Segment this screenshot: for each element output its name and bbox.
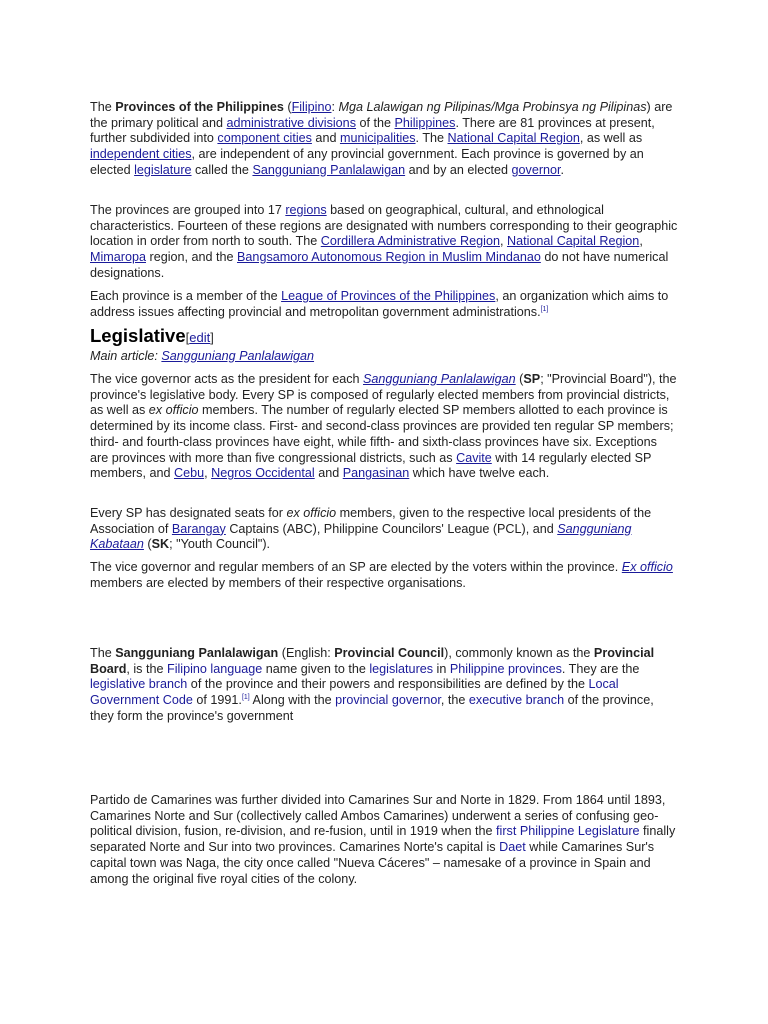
link-governor[interactable]: governor <box>511 162 561 177</box>
main-article-note <box>90 349 678 365</box>
link-bangsamoro[interactable]: Bangsamoro Autonomous Region in Muslim Mindanao <box>237 250 541 265</box>
text: do not have numerical designations. <box>90 250 669 280</box>
section-heading <box>90 325 214 346</box>
text: ) are the primary political and <box>90 100 673 130</box>
bold-term: Provincial Council <box>334 646 445 660</box>
bracket: [ <box>185 330 190 345</box>
italic-text: Mga Lalawigan ng Pilipinas/Mga Probinsya ng Pilipinas <box>338 100 647 114</box>
link-league-of-provinces[interactable]: League of Provinces of the Philippines <box>281 289 496 303</box>
text: ( <box>143 537 152 552</box>
link-cebu[interactable]: Cebu <box>174 466 205 481</box>
text: finally separated Norte and Sur into two provinces. Camarines Norte's capital is <box>90 824 676 855</box>
link-sangguniang-panlalawigan[interactable]: Sangguniang Panlalawigan <box>363 372 516 386</box>
link-first-philippine-legislature[interactable]: first Philippine Legislature <box>496 824 640 839</box>
link-independent-cities[interactable]: independent cities <box>90 147 192 162</box>
text: The vice governor acts as the president for each <box>90 372 364 386</box>
link-component-cities[interactable]: component cities <box>217 131 312 146</box>
link-legislative-branch[interactable]: legislative branch <box>90 677 188 692</box>
bold-term: Provincial Board <box>90 646 655 676</box>
link-negros-occidental[interactable]: Negros Occidental <box>211 466 315 481</box>
text: . The <box>415 131 448 146</box>
text: The <box>90 100 116 114</box>
citation-link[interactable]: [1] <box>241 693 250 701</box>
text: members are elected by members of their respective organisations. <box>90 575 466 590</box>
text: ( <box>283 100 292 114</box>
text: . They are the <box>561 661 640 676</box>
link-philippines[interactable]: Philippines <box>394 115 456 130</box>
link-filipino[interactable]: Filipino <box>291 100 332 114</box>
text: ; "Provincial Board"), the province's legislative body. Every SP is composed of regularly elected members from provincial districts, as well as <box>90 372 677 418</box>
main-article-label: Main article: <box>90 349 162 363</box>
ex-officio-paragraph <box>90 506 678 553</box>
league-paragraph <box>90 289 678 320</box>
text: members. The number of regularly elected SP members allotted to each province is determined by its income class. First- and second-class provinces are provided ten regular SP members; third- and fourth-class provinces have eight, while fifth- and sixth-class provinces have six. Exceptions are provinces with more than five congressional districts, such as <box>90 403 674 465</box>
text: while Camarines Sur's capital town was Naga, the city once called "Nueva Cáceres" – namesake of a province in Spain and among the original five royal cities of the colony. <box>90 840 655 886</box>
edit-section <box>186 330 214 345</box>
link-mimaropa[interactable]: Mimaropa <box>90 250 146 265</box>
text: Captains (ABC), Philippine Councilors' League (PCL), and <box>225 521 558 536</box>
vice-governor-paragraph <box>90 372 678 482</box>
text: with 14 regularly elected SP members, and <box>90 450 652 481</box>
text: : <box>331 100 339 114</box>
italic-text: ex officio <box>286 506 337 520</box>
link-philippine-provinces[interactable]: Philippine provinces <box>449 661 562 676</box>
text: of the <box>356 115 395 130</box>
link-cordillera-administrative-region[interactable]: Cordillera Administrative Region <box>320 234 500 249</box>
text: , <box>639 234 643 249</box>
link-barangay[interactable]: Barangay <box>171 521 226 536</box>
link-legislature[interactable]: legislature <box>134 162 192 177</box>
text: , is the <box>126 661 167 676</box>
link-daet[interactable]: Daet <box>499 840 526 855</box>
link-legislatures[interactable]: legislatures <box>369 661 434 676</box>
text: The provinces are grouped into 17 <box>90 203 286 217</box>
link-executive-branch[interactable]: executive branch <box>468 693 565 708</box>
link-sangguniang-panlalawigan[interactable]: Sangguniang Panlalawigan <box>252 162 406 177</box>
text: of 1991. <box>192 693 242 708</box>
regions-paragraph <box>90 203 678 282</box>
bold-term: Provinces of the Philippines <box>115 100 284 114</box>
text: Every SP has designated seats for <box>90 506 287 520</box>
text: and by an elected <box>405 162 512 177</box>
text: and <box>311 131 340 146</box>
text: ( <box>515 372 524 386</box>
link-local-government-code[interactable]: Local Government Code <box>90 677 619 708</box>
text: of the province and their powers and responsibilities are defined by the <box>187 677 589 692</box>
link-national-capital-region[interactable]: National Capital Region <box>506 234 640 249</box>
text: region, and the <box>146 250 238 265</box>
election-paragraph <box>90 560 678 591</box>
text: called the <box>191 162 253 177</box>
link-cavite[interactable]: Cavite <box>456 450 492 465</box>
text: based on geographical, cultural, and ethnological characteristics. Fourteen of these regions are designated with numbers corresponding to their geographic location in order from north to south. The <box>90 203 678 249</box>
bold-term: Sangguniang Panlalawigan <box>115 646 279 660</box>
text: , <box>204 466 212 481</box>
text: Partido de Camarines was further divided into Camarines Sur and Norte in 1829. From 1864 until 1893, Camarines Norte and Sur (collectively called Ambos Camarines) underwent a series of confusing geo-political division, fusion, re-division, and re-fusion, until in 1919 when the <box>90 793 666 839</box>
text: Each province is a member of the <box>90 289 282 303</box>
link-filipino-language[interactable]: Filipino language <box>167 661 263 676</box>
text: , the <box>440 693 469 708</box>
text: (English: <box>278 646 335 660</box>
text: name given to the <box>262 661 370 676</box>
provincial-board-paragraph <box>90 646 678 725</box>
link-national-capital-region[interactable]: National Capital Region <box>447 131 580 146</box>
text: . There are 81 provinces at present, further subdivided into <box>90 115 655 146</box>
text: The <box>90 646 116 660</box>
link-main-article[interactable]: Sangguniang Panlalawigan <box>161 349 315 363</box>
link-pangasinan[interactable]: Pangasinan <box>342 466 410 481</box>
text: The vice governor and regular members of an SP are elected by the voters within the province. <box>90 560 622 574</box>
text: of the province, they form the province's government <box>90 693 654 723</box>
text: ), commonly known as the <box>444 646 594 660</box>
intro-paragraph <box>90 100 678 179</box>
link-municipalities[interactable]: municipalities <box>339 131 416 146</box>
text: , are independent of any provincial government. Each province is governed by an elected <box>90 147 644 177</box>
bracket: ] <box>210 330 214 345</box>
link-provincial-governor[interactable]: provincial governor <box>335 693 441 708</box>
text: members, given to the respective local presidents of the Association of <box>90 506 652 536</box>
text: , an organization which aims to address issues affecting provincial and metropolitan government administrations. <box>90 289 669 319</box>
bold-term: SK <box>151 537 170 552</box>
text: Along with the <box>249 693 336 708</box>
link-ex-officio[interactable]: Ex officio <box>621 560 673 574</box>
italic-text: ex officio <box>148 403 199 418</box>
bold-term: SP <box>523 372 541 386</box>
link-administrative-divisions[interactable]: administrative divisions <box>226 115 356 130</box>
citation-link[interactable]: [1] <box>540 305 549 313</box>
section-title: Legislative <box>90 325 186 346</box>
edit-link[interactable]: edit <box>189 330 211 345</box>
text: . <box>560 162 565 177</box>
camarines-paragraph <box>90 793 678 887</box>
text: which have twelve each. <box>409 466 550 481</box>
link-regions[interactable]: regions <box>285 203 327 217</box>
text: in <box>433 661 450 676</box>
text: ; "Youth Council"). <box>169 537 271 552</box>
text: , as well as <box>579 131 643 146</box>
link-sangguniang-kabataan[interactable]: Sangguniang Kabataan <box>90 521 632 552</box>
text: and <box>314 466 343 481</box>
text: , <box>499 234 507 249</box>
